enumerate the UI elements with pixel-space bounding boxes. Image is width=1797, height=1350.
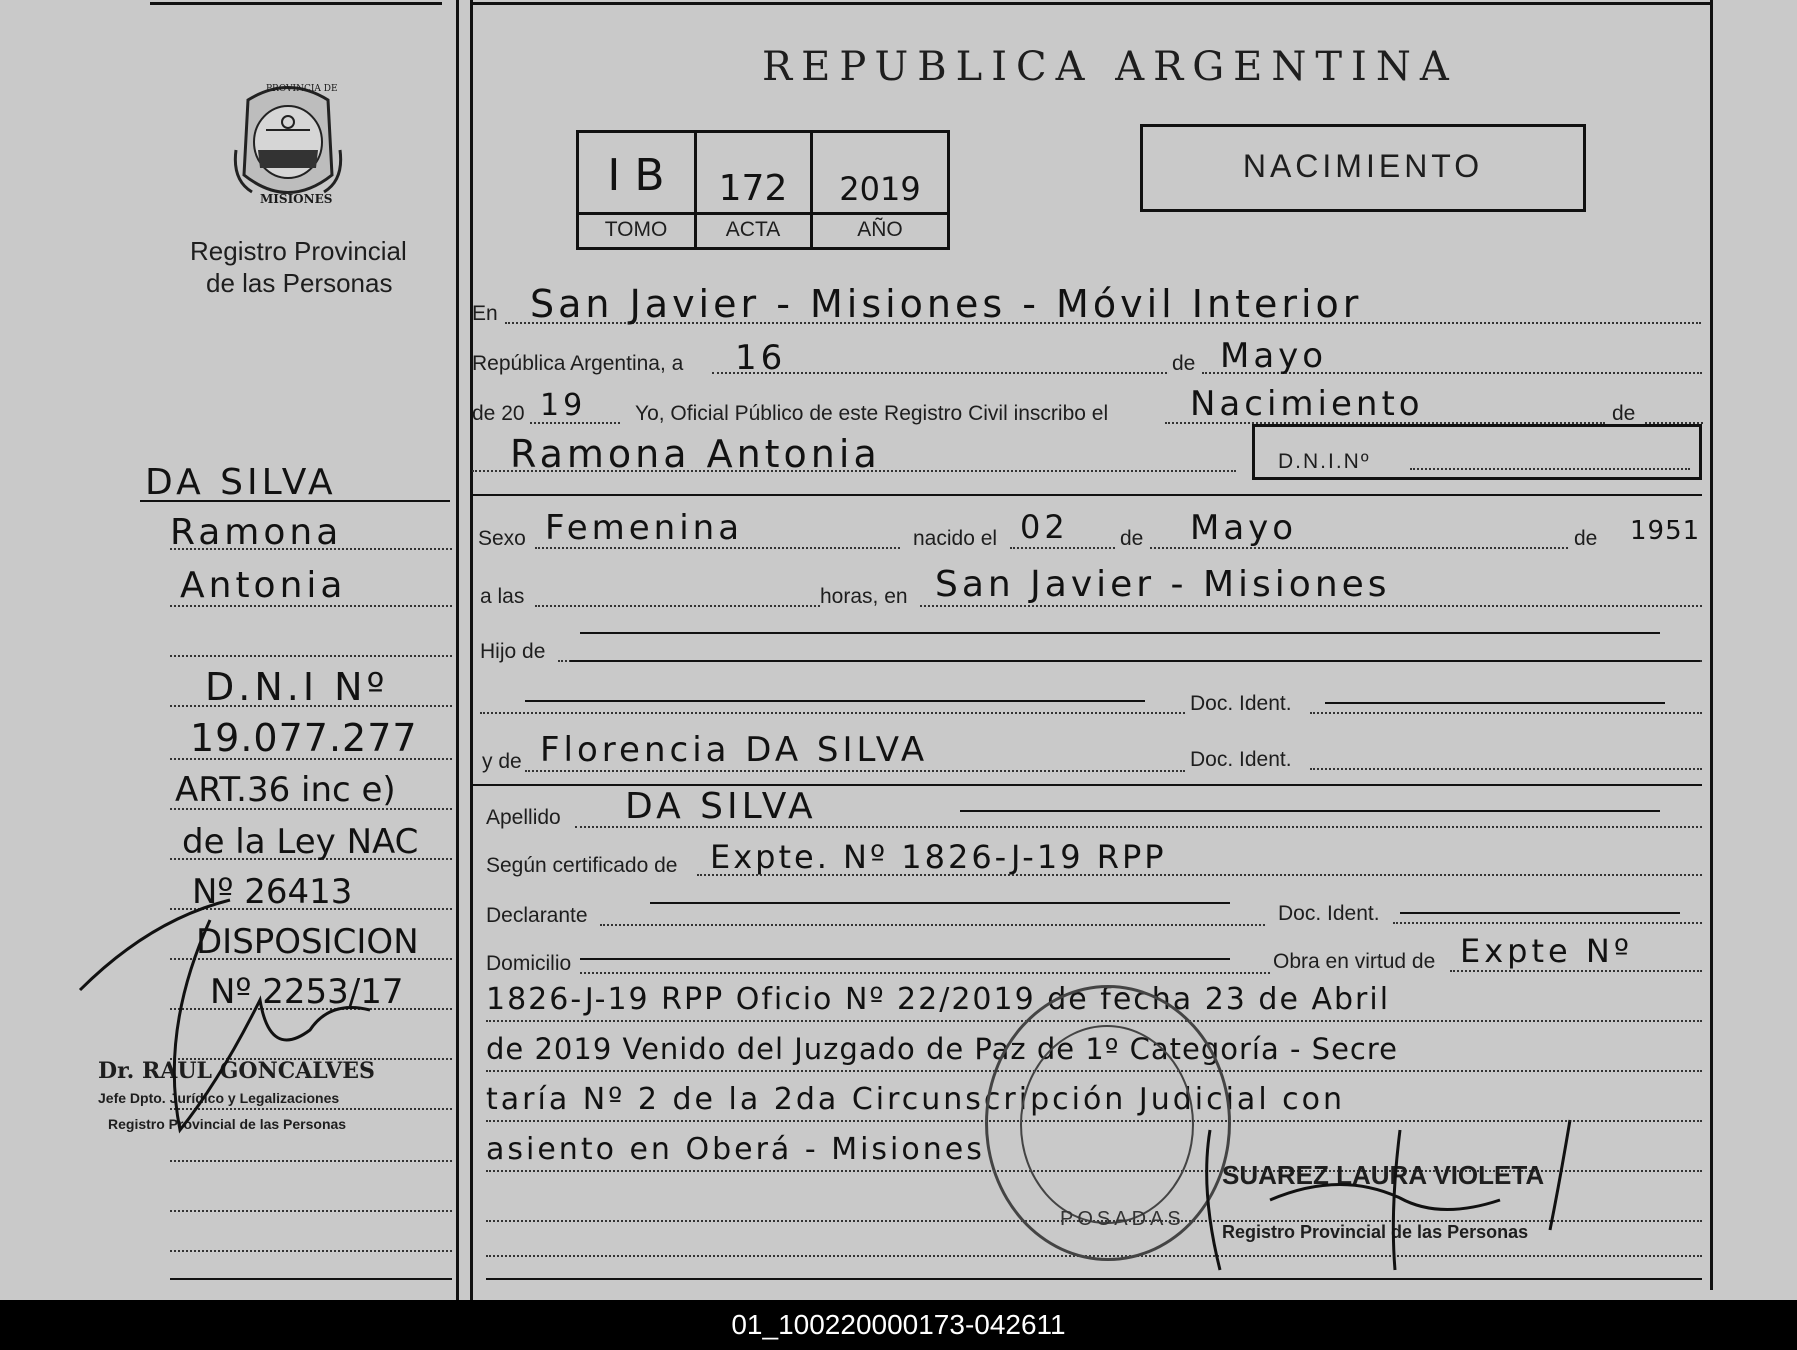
registry-name-line1: Registro Provincial	[190, 236, 407, 266]
margin-dotline	[170, 655, 452, 657]
strike-line-doc-declarante	[1400, 912, 1680, 914]
label-apellido: Apellido	[486, 806, 561, 829]
margin-note-line7: de la Ley NAC	[182, 822, 419, 862]
dotline-hora	[535, 605, 820, 607]
signature-left-icon	[70, 880, 430, 1200]
margin-dotline	[170, 1250, 452, 1252]
label-republica-a: República Argentina, a	[472, 352, 684, 375]
stamp-left-role: Jefe Dpto. Jurídico y Legalizaciones	[98, 1090, 340, 1106]
margin-note-line3: Antonia	[180, 565, 347, 606]
obs-line1: 1826-J-19 RPP Oficio Nº 22/2019 de fecha 23 de Abril	[486, 982, 1391, 1017]
obs-line2: de 2019 Venido del Juzgado de Paz de 1º Categoría - Secre	[486, 1032, 1398, 1066]
value-obra: Expte Nº	[1460, 932, 1633, 970]
logo-text-bottom: MISIONES	[260, 192, 333, 206]
dotline-domicilio	[580, 972, 1270, 974]
margin-note-line2: Ramona	[170, 512, 343, 553]
value-anio-suffix: 19	[540, 388, 587, 423]
label-sexo: Sexo	[478, 527, 526, 550]
record-box-divider	[694, 130, 697, 250]
label-en: En	[472, 302, 498, 325]
record-box-divider	[810, 130, 813, 250]
value-apellido: DA SILVA	[625, 786, 817, 827]
margin-note-line4: D.N.I Nº	[205, 665, 389, 709]
obs-line3: taría Nº 2 de la 2da Circunscripción Judicial con	[486, 1082, 1346, 1117]
value-dia: 16	[735, 338, 787, 378]
label-hijo-de: Hijo de	[480, 640, 546, 663]
dotline-madre	[525, 770, 1185, 772]
label-obra-en-virtud: Obra en virtud de	[1273, 950, 1436, 973]
strike-line-domicilio	[580, 958, 1230, 960]
doc-type-label: NACIMIENTO	[1242, 148, 1484, 184]
margin-note-line6: ART.36 inc e)	[175, 770, 396, 810]
strike-line-padre	[580, 632, 1660, 634]
dotline-nacido-lugar	[920, 605, 1702, 607]
value-nombre: Ramona Antonia	[510, 432, 881, 476]
label-declarante: Declarante	[486, 904, 588, 927]
label-doc-ident-madre: Doc. Ident.	[1190, 748, 1292, 771]
misiones-logo	[228, 80, 348, 210]
value-nacido-anio: 1951	[1630, 516, 1701, 546]
dotline-declarante	[600, 924, 1265, 926]
margin-note-line1: DA SILVA	[145, 462, 337, 503]
obs-line4: asiento en Oberá - Misiones	[486, 1132, 985, 1167]
label-de-anio: de	[1574, 527, 1598, 550]
dotline-doc-madre	[1310, 768, 1702, 770]
column-divider-left	[456, 0, 459, 1300]
acta-label: ACTA	[725, 218, 781, 241]
label-de-acto: de	[1612, 402, 1636, 425]
stamp-right-org: Registro Provincial de las Personas	[1222, 1222, 1529, 1242]
signature-right-icon	[1180, 1110, 1600, 1280]
value-mes: Mayo	[1220, 336, 1328, 376]
label-de-mes: de	[1172, 352, 1196, 375]
margin-bottom-rule	[170, 1278, 452, 1280]
value-certificado: Expte. Nº 1826-J-19 RPP	[710, 838, 1167, 876]
label-nacido-el: nacido el	[913, 527, 998, 550]
anio-value: 2019	[839, 170, 921, 208]
stamp-left-name: Dr. RAUL GONCALVES	[98, 1058, 375, 1084]
dotline-nacido-dia	[1010, 547, 1115, 549]
country-title: REPUBLICA ARGENTINA	[762, 44, 1458, 90]
label-a-las: a las	[480, 585, 525, 608]
label-doc-ident-padre: Doc. Ident.	[1190, 692, 1292, 715]
section-rule	[472, 494, 1702, 496]
label-dni: D.N.I.Nº	[1278, 450, 1371, 473]
tomo-label: TOMO	[604, 218, 668, 241]
strike-line-doc-padre	[1325, 702, 1665, 704]
value-lugar: San Javier - Misiones - Móvil Interior	[530, 282, 1363, 326]
strike-line-padre-3	[525, 700, 1145, 702]
label-oficial: Yo, Oficial Público de este Registro Civil inscribo el	[635, 402, 1109, 425]
top-rule-left	[150, 2, 442, 5]
strike-line-apellido	[960, 810, 1660, 812]
tomo-value: I B	[607, 150, 665, 201]
dotline-dni	[1410, 468, 1690, 470]
seal-text: POSADAS	[1060, 1208, 1185, 1230]
label-doc-ident-declarante: Doc. Ident.	[1278, 902, 1380, 925]
label-de-20: de 20	[472, 402, 525, 425]
registry-name-line2: de las Personas	[206, 268, 393, 298]
column-divider-right	[470, 0, 473, 1300]
dotline-padre-2	[480, 712, 1185, 714]
margin-dotline	[170, 1210, 452, 1212]
value-nacido-dia: 02	[1020, 508, 1069, 546]
acta-value: 172	[718, 168, 788, 209]
dotline-obra	[1450, 970, 1702, 972]
page-right-border	[1710, 0, 1713, 1290]
official-seal-inner	[1020, 1025, 1194, 1224]
value-sexo: Femenina	[545, 508, 744, 548]
stamp-left-org: Registro Provincial de las Personas	[108, 1116, 347, 1132]
margin-note-line9: DISPOSICION	[196, 922, 419, 962]
logo-text-top: PROVINCIA DE	[266, 84, 338, 94]
value-nacido-lugar: San Javier - Misiones	[935, 564, 1391, 605]
margin-note-line10: Nº 2253/17	[210, 972, 404, 1012]
label-horas-en: horas, en	[820, 585, 908, 608]
strike-line-padre-2	[570, 660, 1700, 662]
top-rule-right	[470, 2, 1710, 5]
provincial-seal-icon	[228, 80, 348, 210]
value-nacido-mes: Mayo	[1190, 508, 1298, 548]
label-y-de: y de	[482, 750, 522, 773]
dotline-doc-declarante	[1393, 922, 1702, 924]
stamp-right-name: SUAREZ LAURA VIOLETA	[1222, 1160, 1545, 1190]
anio-label: AÑO	[857, 218, 903, 241]
value-acto: Nacimiento	[1190, 384, 1424, 424]
dotline-doc-padre	[1310, 712, 1702, 714]
strike-line-declarante	[650, 902, 1230, 904]
label-domicilio: Domicilio	[486, 952, 572, 975]
margin-note-line5: 19.077.277	[190, 716, 418, 760]
label-de-nacido: de	[1120, 527, 1144, 550]
margin-note-line8: Nº 26413	[192, 872, 353, 912]
label-segun-certificado: Según certificado de	[486, 854, 678, 877]
record-box-separator	[576, 212, 950, 215]
value-madre: Florencia DA SILVA	[540, 730, 929, 770]
file-id-caption: 01_100220000173-042611	[0, 1300, 1797, 1350]
